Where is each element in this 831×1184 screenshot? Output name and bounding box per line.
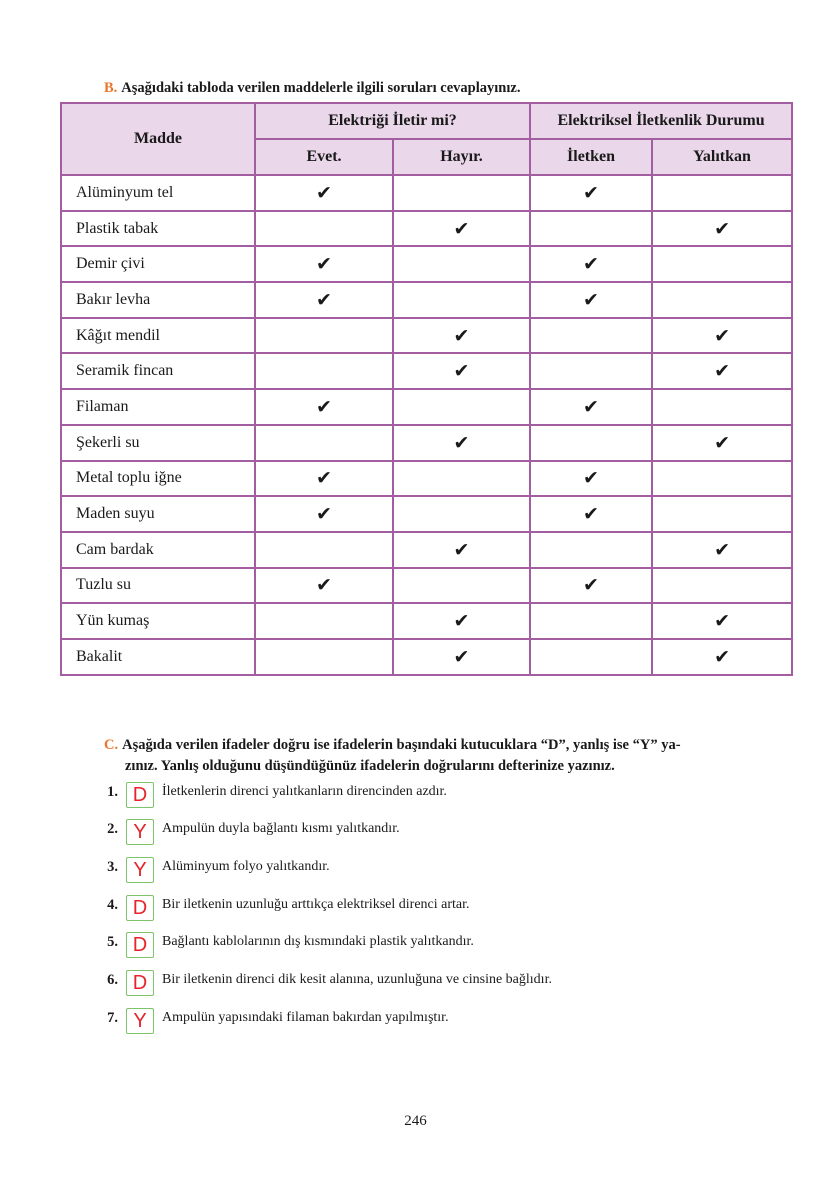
cell-hayir [393, 318, 530, 354]
table-row [61, 425, 792, 461]
cell-yalitkan [652, 425, 792, 461]
table-row [61, 639, 792, 675]
cell-evet [255, 532, 393, 568]
table-row [61, 318, 792, 354]
table-row [61, 532, 792, 568]
cell-yalitkan [652, 282, 792, 318]
cell-hayir [393, 425, 530, 461]
answer-box[interactable]: Y [126, 1008, 154, 1034]
cell-iletken [530, 568, 652, 604]
section-b-instruction [104, 80, 520, 97]
header-evet: Evet. [255, 139, 393, 175]
table-row [61, 246, 792, 282]
material-name: Yün kumaş [61, 603, 255, 639]
section-c-line2: zınız. Yanlış olduğunu düşündüğünüz ifadelerin doğrularını defterinize yazınız. [125, 758, 615, 774]
material-name: Kâğıt mendil [61, 318, 255, 354]
checkmark-icon: ✔ [316, 181, 332, 204]
checkmark-icon: ✔ [316, 288, 332, 311]
answer-box[interactable]: Y [126, 819, 154, 845]
checkmark-icon: ✔ [316, 503, 332, 526]
cell-hayir [393, 568, 530, 604]
section-c-letter: C. [104, 737, 119, 753]
header-hayir: Hayır. [393, 139, 530, 175]
table-row [61, 175, 792, 211]
cell-hayir [393, 461, 530, 497]
checkmark-icon: ✔ [316, 467, 332, 490]
cell-evet [255, 639, 393, 675]
cell-hayir [393, 639, 530, 675]
checkmark-icon: ✔ [583, 181, 599, 204]
checkmark-icon: ✔ [453, 324, 470, 347]
cell-evet [255, 425, 393, 461]
cell-yalitkan [652, 353, 792, 389]
header-iletkenlik-durumu: Elektriksel İletkenlik Durumu [530, 103, 792, 139]
material-name: Demir çivi [61, 246, 255, 282]
checkmark-icon: ✔ [453, 431, 470, 454]
statement-number: 2. [107, 821, 118, 837]
cell-yalitkan [652, 318, 792, 354]
cell-hayir [393, 353, 530, 389]
statement-number: 7. [107, 1010, 118, 1026]
cell-evet [255, 603, 393, 639]
checkmark-icon: ✔ [583, 253, 599, 276]
cell-iletken [530, 461, 652, 497]
material-name: Tuzlu su [61, 568, 255, 604]
checkmark-icon: ✔ [583, 467, 599, 490]
conductivity-table [60, 102, 793, 676]
cell-iletken [530, 425, 652, 461]
cell-yalitkan [652, 568, 792, 604]
statement-text: Bir iletkenin direnci dik kesit alanına, uzunluğuna ve cinsine bağlıdır. [162, 972, 552, 987]
header-yalitkan: Yalıtkan [652, 139, 792, 175]
cell-evet [255, 568, 393, 604]
answer-box[interactable]: D [126, 895, 154, 921]
cell-evet [255, 461, 393, 497]
checkmark-icon: ✔ [714, 324, 730, 347]
checkmark-icon: ✔ [714, 217, 730, 240]
material-name: Metal toplu iğne [61, 461, 255, 497]
cell-evet [255, 246, 393, 282]
cell-hayir [393, 603, 530, 639]
table-row [61, 603, 792, 639]
checkmark-icon: ✔ [583, 574, 599, 597]
statement-text: Ampulün yapısındaki filaman bakırdan yapılmıştır. [162, 1010, 449, 1025]
checkmark-icon: ✔ [453, 610, 470, 633]
cell-evet [255, 389, 393, 425]
cell-yalitkan [652, 211, 792, 247]
material-name: Şekerli su [61, 425, 255, 461]
section-b-text: Aşağıdaki tabloda verilen maddelerle ilgili soruları cevaplayınız. [121, 80, 521, 96]
table-row [61, 568, 792, 604]
table-row [61, 496, 792, 532]
header-iletir-mi: Elektriği İletir mi? [255, 103, 530, 139]
cell-iletken [530, 246, 652, 282]
cell-evet [255, 496, 393, 532]
material-name: Bakalit [61, 639, 255, 675]
cell-iletken [530, 496, 652, 532]
cell-hayir [393, 175, 530, 211]
material-name: Plastik tabak [61, 211, 255, 247]
checkmark-icon: ✔ [583, 503, 599, 526]
checkmark-icon: ✔ [453, 645, 470, 668]
table-row [61, 461, 792, 497]
cell-hayir [393, 211, 530, 247]
material-name: Filaman [61, 389, 255, 425]
header-iletken: İletken [530, 139, 652, 175]
table-row [61, 389, 792, 425]
statement-number: 5. [107, 934, 118, 950]
material-name: Alüminyum tel [61, 175, 255, 211]
cell-iletken [530, 389, 652, 425]
section-c-line1: Aşağıda verilen ifadeler doğru ise ifadelerin başındaki kutucuklara “D”, yanlış ise “Y” ya- [122, 737, 681, 753]
material-name: Seramik fincan [61, 353, 255, 389]
material-name: Cam bardak [61, 532, 255, 568]
checkmark-icon: ✔ [453, 217, 470, 240]
cell-evet [255, 282, 393, 318]
material-name: Maden suyu [61, 496, 255, 532]
cell-iletken [530, 175, 652, 211]
checkmark-icon: ✔ [583, 288, 599, 311]
statement-text: Alüminyum folyo yalıtkandır. [162, 859, 330, 874]
checkmark-icon: ✔ [316, 574, 332, 597]
checkmark-icon: ✔ [453, 538, 470, 561]
statement-number: 4. [107, 897, 118, 913]
cell-yalitkan [652, 175, 792, 211]
cell-hayir [393, 389, 530, 425]
header-madde: Madde [61, 103, 255, 175]
answer-box[interactable]: D [126, 782, 154, 808]
cell-hayir [393, 496, 530, 532]
cell-iletken [530, 639, 652, 675]
cell-iletken [530, 353, 652, 389]
section-b-letter: B. [104, 80, 118, 96]
checkmark-icon: ✔ [316, 395, 332, 418]
statement-text: Bir iletkenin uzunluğu arttıkça elektriksel direnci artar. [162, 897, 470, 912]
table-row [61, 353, 792, 389]
cell-yalitkan [652, 246, 792, 282]
cell-hayir [393, 532, 530, 568]
checkmark-icon: ✔ [714, 538, 730, 561]
cell-hayir [393, 282, 530, 318]
cell-yalitkan [652, 603, 792, 639]
table-row [61, 211, 792, 247]
cell-hayir [393, 246, 530, 282]
checkmark-icon: ✔ [714, 431, 730, 454]
checkmark-icon: ✔ [583, 395, 599, 418]
statement-text: Bağlantı kablolarının dış kısmındaki plastik yalıtkandır. [162, 934, 474, 949]
table-row [61, 282, 792, 318]
cell-iletken [530, 211, 652, 247]
statement-text: Ampulün duyla bağlantı kısmı yalıtkandır. [162, 821, 400, 836]
checkmark-icon: ✔ [714, 645, 730, 668]
statement-text: İletkenlerin direnci yalıtkanların direncinden azdır. [162, 784, 447, 799]
checkmark-icon: ✔ [714, 610, 730, 633]
checkmark-icon: ✔ [316, 253, 332, 276]
cell-yalitkan [652, 532, 792, 568]
statement-number: 6. [107, 972, 118, 988]
cell-yalitkan [652, 461, 792, 497]
checkmark-icon: ✔ [453, 360, 470, 383]
cell-evet [255, 211, 393, 247]
cell-evet [255, 175, 393, 211]
cell-yalitkan [652, 639, 792, 675]
cell-iletken [530, 318, 652, 354]
statement-number: 1. [107, 784, 118, 800]
statement-number: 3. [107, 859, 118, 875]
material-name: Bakır levha [61, 282, 255, 318]
answer-box[interactable]: Y [126, 857, 154, 883]
section-c-instruction [104, 735, 764, 777]
cell-evet [255, 353, 393, 389]
cell-iletken [530, 282, 652, 318]
answer-box[interactable]: D [126, 932, 154, 958]
cell-iletken [530, 532, 652, 568]
cell-evet [255, 318, 393, 354]
cell-yalitkan [652, 496, 792, 532]
answer-box[interactable]: D [126, 970, 154, 996]
cell-iletken [530, 603, 652, 639]
cell-yalitkan [652, 389, 792, 425]
page-number: 246 [404, 1113, 427, 1129]
checkmark-icon: ✔ [714, 360, 730, 383]
